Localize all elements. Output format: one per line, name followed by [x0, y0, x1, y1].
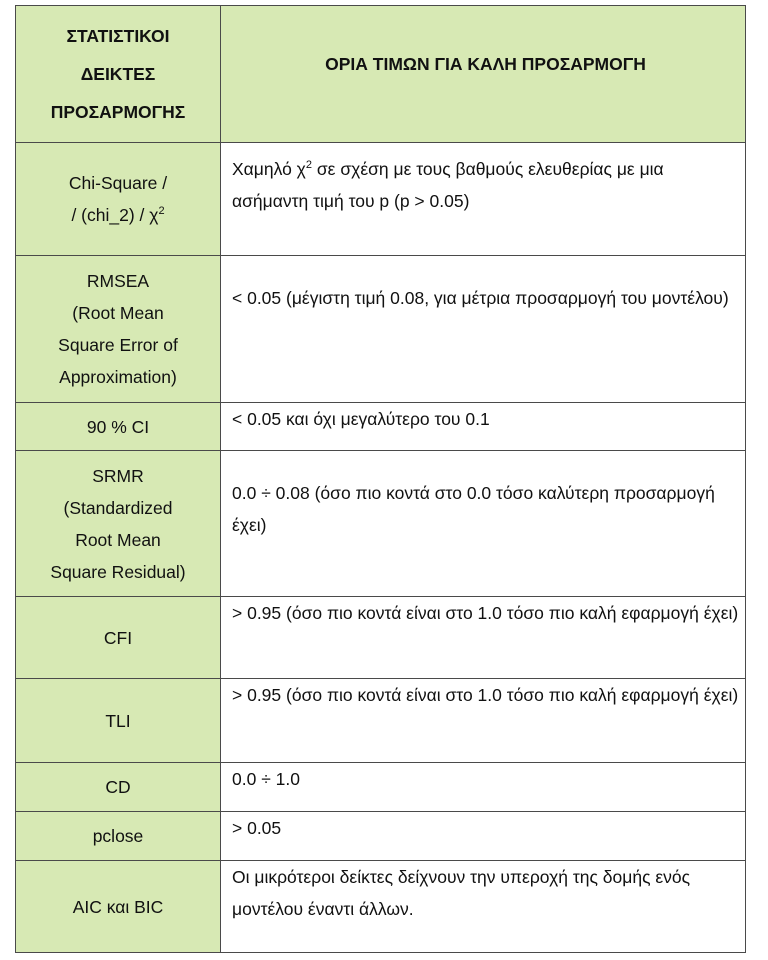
superscript: 2: [158, 205, 165, 218]
table-row: [16, 679, 746, 763]
index-line: [16, 199, 220, 231]
index-line: SRMR: [92, 465, 144, 486]
table-row: [16, 403, 746, 451]
index-text: / (chi_2) / χ: [71, 205, 159, 225]
index-cell: CFI: [16, 597, 221, 679]
criterion-cell: Οι μικρότεροι δείκτες δείχνουν την υπεροχή της δομής ενός μοντέλου έναντι άλλων.: [221, 861, 746, 953]
table-row: [16, 451, 746, 597]
header-line: ΔΕΙΚΤΕΣ: [80, 64, 156, 84]
header-cell-limits: ΟΡΙΑ ΤΙΜΩΝ ΓΙΑ ΚΑΛΗ ΠΡΟΣΑΡΜΟΓΗ: [221, 6, 746, 143]
index-line: RMSEA: [86, 271, 150, 291]
index-line: Root Mean: [75, 529, 161, 550]
table-row: [16, 763, 746, 812]
index-cell: pclose: [16, 812, 221, 861]
criterion-cell: 0.0 ÷ 1.0: [221, 763, 746, 812]
header-cell-indices: [16, 6, 221, 143]
table-row: [16, 143, 746, 256]
header-line: ΣΤΑΤΙΣΤΙΚΟΙ: [66, 26, 170, 46]
index-cell: [16, 451, 221, 597]
criterion-cell: > 0.05: [221, 812, 746, 861]
index-line: Approximation): [59, 367, 177, 387]
table-row: [16, 256, 746, 403]
index-cell: TLI: [16, 679, 221, 763]
criterion-text: Χαμηλό χ: [232, 159, 306, 179]
index-cell: AIC και BIC: [16, 861, 221, 953]
criterion-cell: > 0.95 (όσο πιο κοντά είναι στο 1.0 τόσο πιο καλή εφαρμογή έχει): [221, 597, 746, 679]
index-line: (Root Mean: [72, 303, 164, 323]
criterion-cell: > 0.95 (όσο πιο κοντά είναι στο 1.0 τόσο πιο καλή εφαρμογή έχει): [221, 679, 746, 763]
criterion-cell: < 0.05 και όχι μεγαλύτερο του 0.1: [221, 403, 746, 451]
criterion-cell: [221, 143, 746, 256]
table-row: [16, 597, 746, 679]
fit-indices-table: [15, 5, 746, 953]
index-cell: CD: [16, 763, 221, 812]
index-cell: [16, 143, 221, 256]
criterion-text: σε σχέση με τους βαθμούς ελευθερίας με μια ασήμαντη τιμή του p (p > 0.05): [232, 159, 664, 211]
index-line: Chi-Square /: [68, 173, 168, 193]
superscript: 2: [305, 159, 312, 172]
criterion-cell: < 0.05 (μέγιστη τιμή 0.08, για μέτρια προσαρμογή του μοντέλου): [221, 256, 746, 403]
header-line: ΠΡΟΣΑΡΜΟΓΗΣ: [50, 102, 186, 122]
criterion-cell: 0.0 ÷ 0.08 (όσο πιο κοντά στο 0.0 τόσο καλύτερη προσαρμογή έχει): [221, 451, 746, 597]
index-cell: [16, 256, 221, 403]
index-line: (Standardized: [63, 497, 173, 518]
table-row: [16, 812, 746, 861]
index-line: Square Error of: [58, 335, 178, 355]
table-header-row: [16, 6, 746, 143]
index-cell: 90 % CI: [16, 403, 221, 451]
index-line: Square Residual): [50, 561, 186, 582]
table-row: [16, 861, 746, 953]
